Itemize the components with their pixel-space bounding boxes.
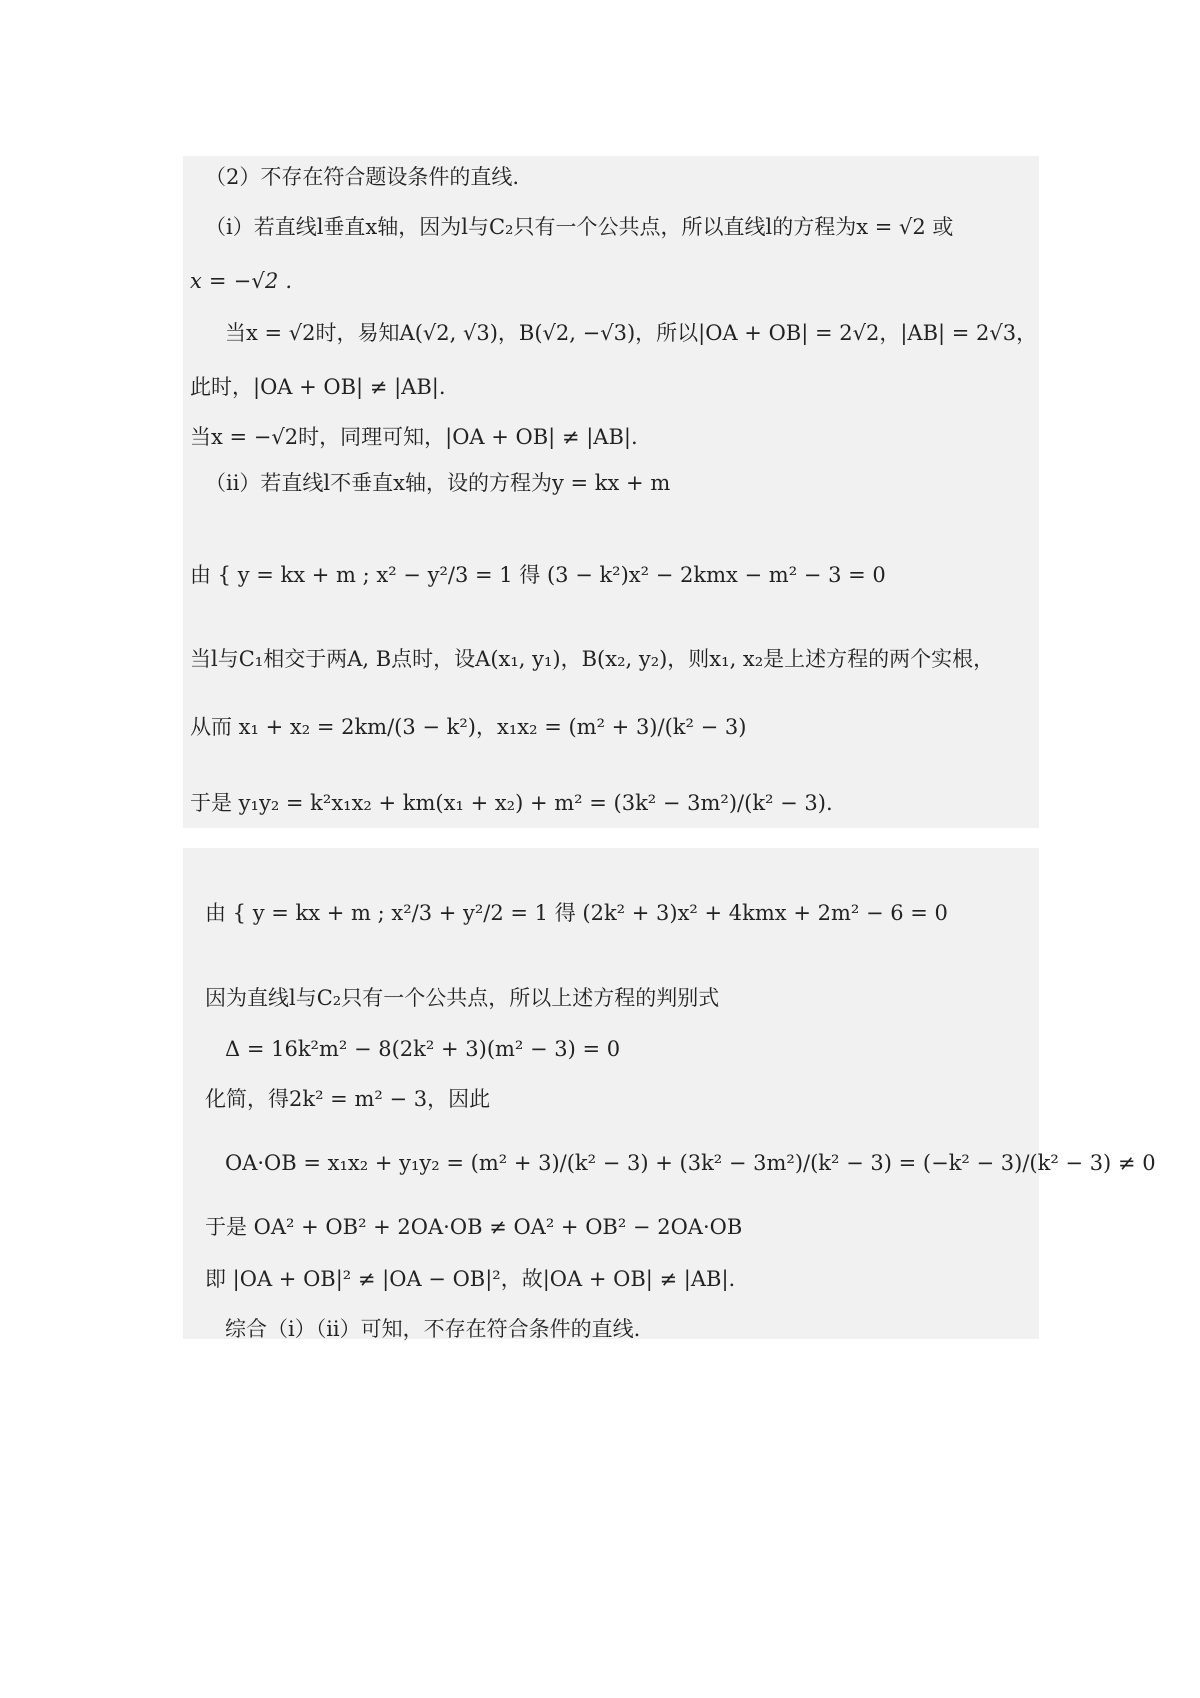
case-i-equation-cont: x = −√2 . [190,269,293,293]
dot-product: OA·OB = x₁x₂ + y₁y₂ = (m² + 3)/(k² − 3) + (3k² − 3m²)/(k² − 3) = (−k² − 3)/(k² − 3) ≠ 0 [225,1151,1156,1175]
y1y2-product: 于是 y₁y₂ = k²x₁x₂ + km(x₁ + x₂) + m² = (3k² − 3m²)/(k² − 3). [190,791,833,815]
intersection-roots: 当l与C₁相交于两A, B点时，设A(x₁, y₁)，B(x₂, y₂)，则x₁, x₂是上述方程的两个实根， [190,647,995,671]
case-i-statement: （i）若直线l垂直x轴，因为l与C₂只有一个公共点，所以直线l的方程为x = √2 或 [205,215,954,239]
tangent-condition: 因为直线l与C₂只有一个公共点，所以上述方程的判别式 [205,986,720,1010]
case-ii-statement: （ii）若直线l不垂直x轴，设的方程为y = kx + m [205,471,671,495]
case-i-conclusion: 此时，|OA + OB| ≠ |AB|. [190,375,446,399]
part-2-heading: （2）不存在符合题设条件的直线. [205,165,520,189]
case-i-positive-root: 当x = √2时，易知A(√2, √3)，B(√2, −√3)，所以|OA + OB| = 2√2，|AB| = 2√3， [225,321,1038,345]
system-ellipse: 由 { y = kx + m ; x²/3 + y²/2 = 1 得 (2k² + 3)x² + 4kmx + 2m² − 6 = 0 [205,901,948,925]
simplification: 化简，得2k² = m² − 3，因此 [205,1087,491,1111]
magnitude-inequality: 即 |OA + OB|² ≠ |OA − OB|²，故|OA + OB| ≠ |AB|. [205,1267,736,1291]
final-conclusion: 综合（i）（ii）可知，不存在符合条件的直线. [225,1317,641,1341]
case-i-negative-root: 当x = −√2时，同理可知，|OA + OB| ≠ |AB|. [190,425,638,449]
vector-inequality: 于是 OA² + OB² + 2OA·OB ≠ OA² + OB² − 2OA·OB [205,1215,743,1239]
vieta-relations: 从而 x₁ + x₂ = 2km/(3 − k²)，x₁x₂ = (m² + 3)/(k² − 3) [190,715,747,739]
system-hyperbola: 由 { y = kx + m ; x² − y²/3 = 1 得 (3 − k²)x² − 2kmx − m² − 3 = 0 [190,563,886,587]
discriminant-equation: Δ = 16k²m² − 8(2k² + 3)(m² − 3) = 0 [225,1037,621,1061]
